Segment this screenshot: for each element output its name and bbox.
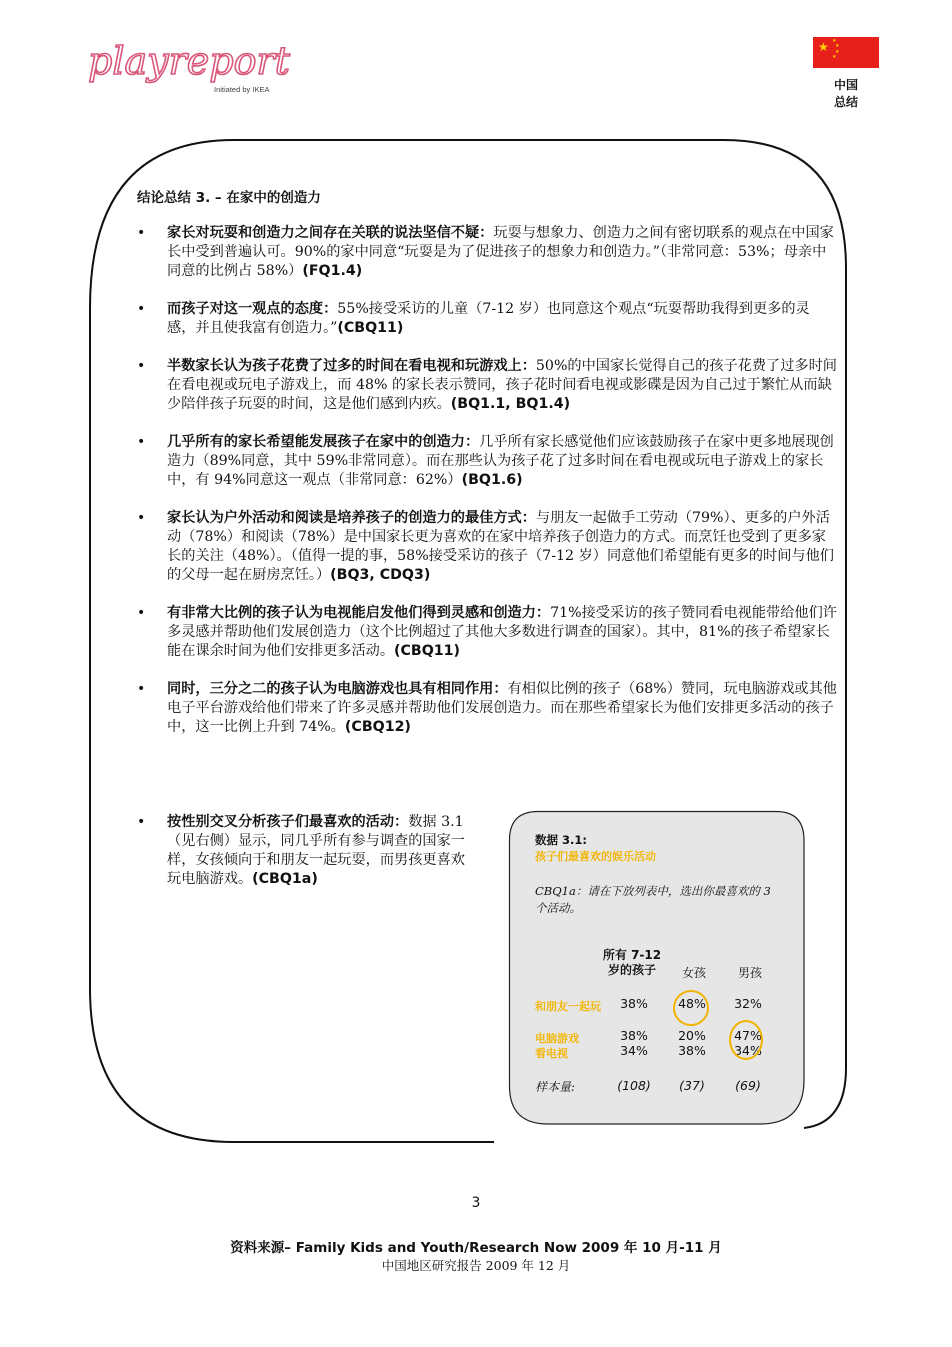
cell-boys: 47%: [734, 1028, 762, 1043]
bullet-body: 玩耍与想象力、创造力之间有密切联系的观点在中国家长中受到普遍认可。90%的家中同意“玩耍是为了促进孩子的想象力和创造力。”（非常同意：53%；母亲中同意的比例占 58%）: [167, 225, 834, 279]
footer-source: 资料来源– Family Kids and Youth/Research Now 2009 年 10 月-11 月: [230, 1240, 722, 1256]
list-item: • 家长认为户外活动和阅读是培养孩子的创造力的最佳方式：与朋友一起做手工劳动（79%）、更多的户外活动（78%）和阅读（78%）是中国家长更为喜欢的在家中培养孩子创造力的方式。而烹饪也受到了更多家长的关注（48%）。（值得一提的事，58%接受采访的孩子（7-12 岁）同意他们希望能有更多的时间与他们的父母一起在厨房烹饪。）(BQ3, CDQ3): [137, 510, 834, 583]
data-table-box: [508, 810, 806, 1126]
bullet-lead: 几乎所有的家长希望能发展孩子在家中的创造力：: [167, 434, 480, 450]
column-header-all: 所有 7-12 岁的孩子: [602, 948, 662, 977]
bullet-ref: (BQ1.6): [461, 472, 523, 488]
bullet-body: 有相似比例的孩子（68%）赞同，玩电脑游戏或其他电子平台游戏给他们带来了许多灵感并帮助他们发展创造力。而在那些希望家长为他们安排更多活动的孩子中，这一比例上升到 74%。: [167, 681, 837, 735]
column-header-girls: 女孩: [681, 966, 706, 980]
logo-subtitle: Initiated by IKEA: [214, 85, 270, 94]
list-item: • 几乎所有的家长希望能发展孩子在家中的创造力：几乎所有家长感觉他们应该鼓励孩子在家中更多地展现创造力（89%同意，其中 59%非常同意）。而在那些认为孩子花了过多时间在看电视或玩电子游戏上的家长中，有 94%同意这一观点（非常同意：62%）(BQ1.6): [137, 434, 834, 488]
column-header-boys: 男孩: [737, 966, 762, 980]
bullet-lead: 按性别交叉分析孩子们最喜欢的活动：: [167, 814, 409, 830]
list-item: • 家长对玩耍和创造力之间存在关联的说法坚信不疑：玩耍与想象力、创造力之间有密切联系的观点在中国家长中受到普遍认可。90%的家中同意“玩耍是为了促进孩子的想象力和创造力。”（非常同意：53%；母亲中同意的比例占 58%）(FQ1.4): [137, 225, 834, 279]
section-title: 结论总结 3. – 在家中的创造力: [137, 190, 321, 206]
bullet-body: 71%接受采访的孩子赞同看电视能带给他们许多灵感并帮助他们发展创造力（这个比例超过了其他大多数进行调查的国家）。其中，81%的孩子希望家长能在课余时间为他们安排更多活动。: [167, 605, 837, 659]
page-number: 3: [471, 1195, 481, 1211]
list-item: • 同时，三分之二的孩子认为电脑游戏也具有相同作用：有相似比例的孩子（68%）赞同，玩电脑游戏或其他电子平台游戏给他们带来了许多灵感并帮助他们发展创造力。而在那些希望家长为他们安排更多活动的孩子中，这一比例上升到 74%。(CBQ12): [137, 681, 837, 735]
cell-girls: 48%: [678, 996, 706, 1011]
bullet-body: 与朋友一起做手工劳动（79%）、更多的户外活动（78%）和阅读（78%）是中国家长更为喜欢的在家中培养孩子创造力的方式。而烹饪也受到了更多家长的关注（48%）。（值得一提的事，58%接受采访的孩子（7-12 岁）同意他们希望能有更多的时间与他们的父母一起在厨房烹饪。）: [167, 510, 834, 583]
bullet-lead: 同时，三分之二的孩子认为电脑游戏也具有相同作用：: [167, 681, 508, 697]
region-badge: [813, 37, 879, 111]
bullet-ref: (BQ1.1, BQ1.4): [450, 396, 571, 412]
bullet-ref: (FQ1.4): [302, 263, 363, 279]
list-item: • 而孩子对这一观点的态度：55%接受采访的儿童（7-12 岁）也同意这个观点“玩耍帮助我得到更多的灵感，并且使我富有创造力。”(CBQ11): [137, 301, 810, 336]
bullet-lead: 半数家长认为孩子花费了过多的时间在看电视和玩游戏上：: [167, 358, 536, 374]
bullet-ref: (CBQ11): [337, 320, 404, 336]
cell-girls: 20%: [678, 1028, 706, 1043]
footer-report: 中国地区研究报告 2009 年 12 月: [381, 1258, 571, 1273]
bullet-body: 55%接受采访的儿童（7-12 岁）也同意这个观点“玩耍帮助我得到更多的灵感，并且使我富有创造力。”: [167, 301, 810, 336]
list-item: • 按性别交叉分析孩子们最喜欢的活动：数据 3.1（见右侧）显示，同几乎所有参与调查的国家一样，女孩倾向于和朋友一起玩耍，而男孩更喜欢玩电脑游戏。(CBQ1a): [137, 814, 465, 887]
bullet-ref: (BQ3, CDQ3): [330, 567, 431, 583]
bullet-ref: (CBQ1a): [252, 871, 318, 887]
sample-all: (108): [617, 1078, 651, 1093]
data-subtitle: 孩子们最喜欢的娱乐活动: [535, 850, 656, 863]
summary-label: 总结: [833, 95, 858, 109]
data-question: CBQ1a：请在下放列表中，选出你最喜欢的 3 个活动。: [535, 884, 771, 915]
logo-wordmark: playreport: [88, 39, 290, 83]
china-flag-icon: ★ ★ ★ ★ ★: [813, 37, 879, 68]
list-item: • 半数家长认为孩子花费了过多的时间在看电视和玩游戏上：50%的中国家长觉得自己的孩子花费了过多时间在看电视或玩电子游戏上，而 48% 的家长表示赞同，孩子花时间看电视或影碟是因为自己过于繁忙从而缺少陪伴孩子玩耍的时间，这是他们感到内疚。(BQ1.1, BQ1.4): [137, 358, 837, 412]
bullet-lead: 家长对玩耍和创造力之间存在关联的说法坚信不疑：: [167, 225, 494, 241]
data-title: 数据 3.1:: [535, 833, 587, 847]
sample-label: 样本量:: [535, 1080, 576, 1094]
cell-boys: 32%: [734, 996, 762, 1011]
cell-girls: 38%: [678, 1043, 706, 1058]
cell-all: 38%: [620, 996, 648, 1011]
bullet-body: 数据 3.1（见右侧）显示，同几乎所有参与调查的国家一样，女孩倾向于和朋友一起玩耍，而男孩更喜欢玩电脑游戏。: [167, 814, 465, 887]
row-label: 电脑游戏: [535, 1032, 579, 1045]
bullet-ref: (CBQ12): [344, 719, 411, 735]
highlight-circle: [673, 990, 709, 1026]
row-label: 和朋友一起玩: [535, 1000, 601, 1013]
row-label: 看电视: [535, 1047, 568, 1060]
bullet-lead: 家长认为户外活动和阅读是培养孩子的创造力的最佳方式：: [167, 510, 536, 526]
cell-all: 34%: [620, 1043, 648, 1058]
playreport-logo: [86, 38, 306, 104]
findings-list: [137, 224, 837, 737]
region-label: 中国: [833, 78, 858, 92]
bullet-lead: 有非常大比例的孩子认为电视能启发他们得到灵感和创造力：: [167, 605, 551, 621]
bullet-lead: 而孩子对这一观点的态度：: [167, 301, 338, 317]
highlight-circle: [729, 1020, 763, 1060]
sample-boys: (69): [735, 1078, 761, 1093]
bullet-body: 几乎所有家长感觉他们应该鼓励孩子在家中更多地展现创造力（89%同意，其中 59%非常同意）。而在那些认为孩子花了过多时间在看电视或玩电子游戏上的家长中，有 94%同意这一观点（非常同意：62%）: [167, 434, 834, 488]
list-item: • 有非常大比例的孩子认为电视能启发他们得到灵感和创造力：71%接受采访的孩子赞同看电视能带给他们许多灵感并帮助他们发展创造力（这个比例超过了其他大多数进行调查的国家）。其中，81%的孩子希望家长能在课余时间为他们安排更多活动。(CBQ11): [137, 605, 837, 659]
cell-boys: 34%: [734, 1043, 762, 1058]
bullet-ref: (CBQ11): [394, 643, 461, 659]
cell-all: 38%: [620, 1028, 648, 1043]
bullet-body: 50%的中国家长觉得自己的孩子花费了过多时间在看电视或玩电子游戏上，而 48% 的家长表示赞同，孩子花时间看电视或影碟是因为自己过于繁忙从而缺少陪伴孩子玩耍的时间，这是他们感到内疚。: [167, 358, 837, 412]
sample-girls: (37): [679, 1078, 705, 1093]
